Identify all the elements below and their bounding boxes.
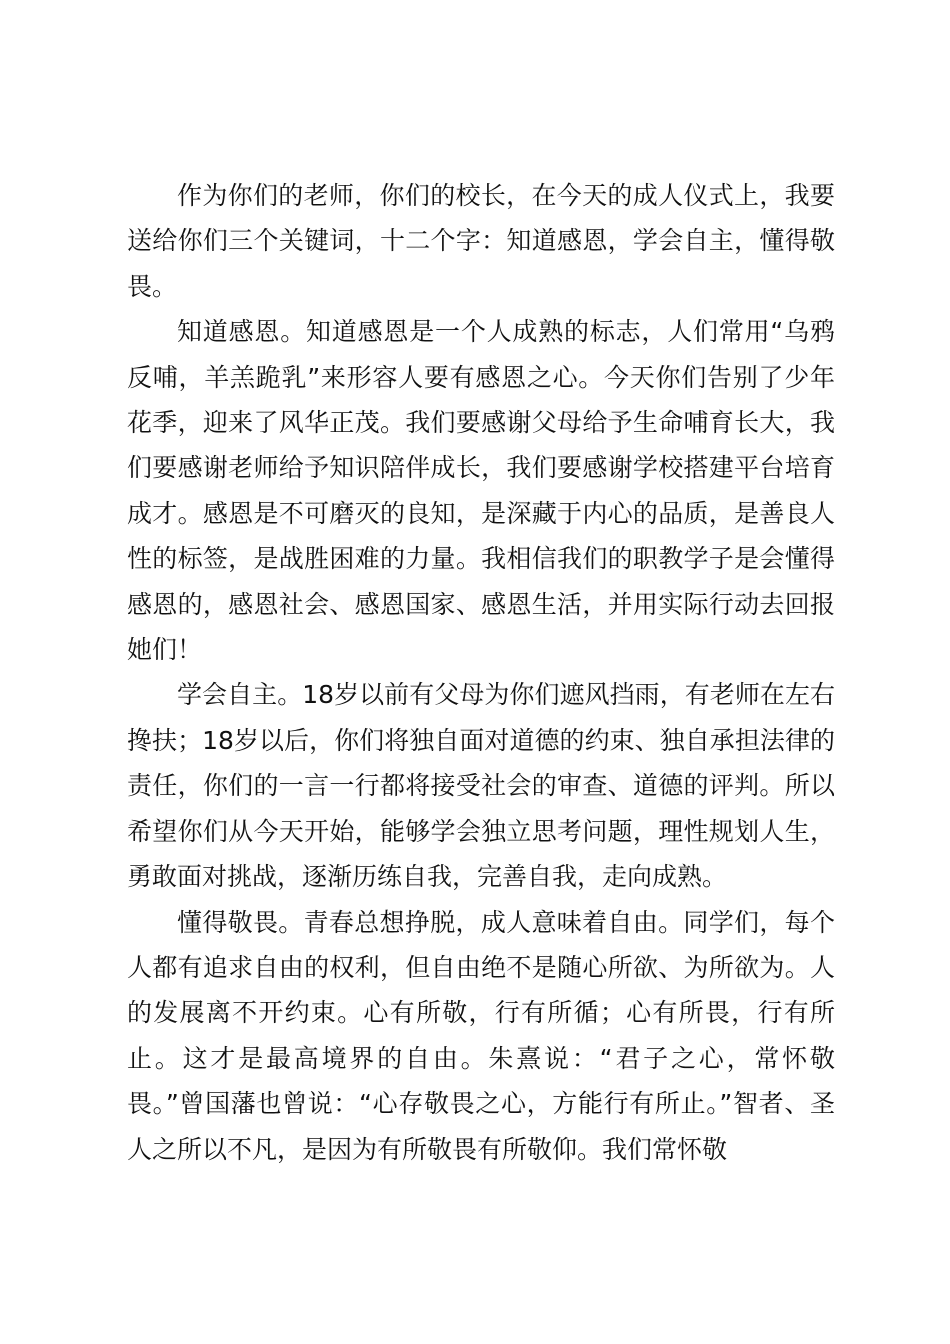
paragraph-reverence: 懂得敬畏。青春总想挣脱，成人意味着自由。同学们，每个人都有追求自由的权利，但自由绝不是随心所欲、为所欲为。人的发展离不开约束。心有所敬，行有所循；心有所畏，行有所止。这才是最高境界的自由。朱熹说：“君子之心，常怀敬畏。”曾国藩也曾说：“心存敬畏之心，方能行有所止。”智者、圣人之所以不凡，是因为有所敬畏有所敬仰。我们常怀敬 (127, 907, 835, 1164)
paragraph-gratitude: 知道感恩。知道感恩是一个人成熟的标志，人们常用“乌鸦反哺，羊羔跪乳”来形容人要有感恩之心。今天你们告别了少年花季，迎来了风华正茂。我们要感谢父母给予生命哺育长大，我们要感谢老师给予知识陪伴成长，我们要感谢学校搭建平台培育成才。感恩是不可磨灭的良知，是深藏于内心的品质，是善良人性的标签，是战胜困难的力量。我相信我们的职教学子是会懂得感恩的，感恩社会、感恩国家、感恩生活，并用实际行动去回报她们！ (127, 317, 835, 665)
paragraph-autonomy: 学会自主。18岁以前有父母为你们遮风挡雨，有老师在左右搀扶；18岁以后，你们将独自面对道德的约束、独自承担法律的责任，你们的一言一行都将接受社会的审查、道德的评判。所以希望你们从今天开始，能够学会独立思考问题，理性规划人生，勇敢面对挑战，逐渐历练自我，完善自我，走向成熟。 (127, 680, 835, 892)
body-text (127, 173, 835, 1172)
paragraph-intro: 作为你们的老师，你们的校长，在今天的成人仪式上，我要送给你们三个关键词，十二个字：知道感恩，学会自主，懂得敬畏。 (127, 181, 835, 301)
